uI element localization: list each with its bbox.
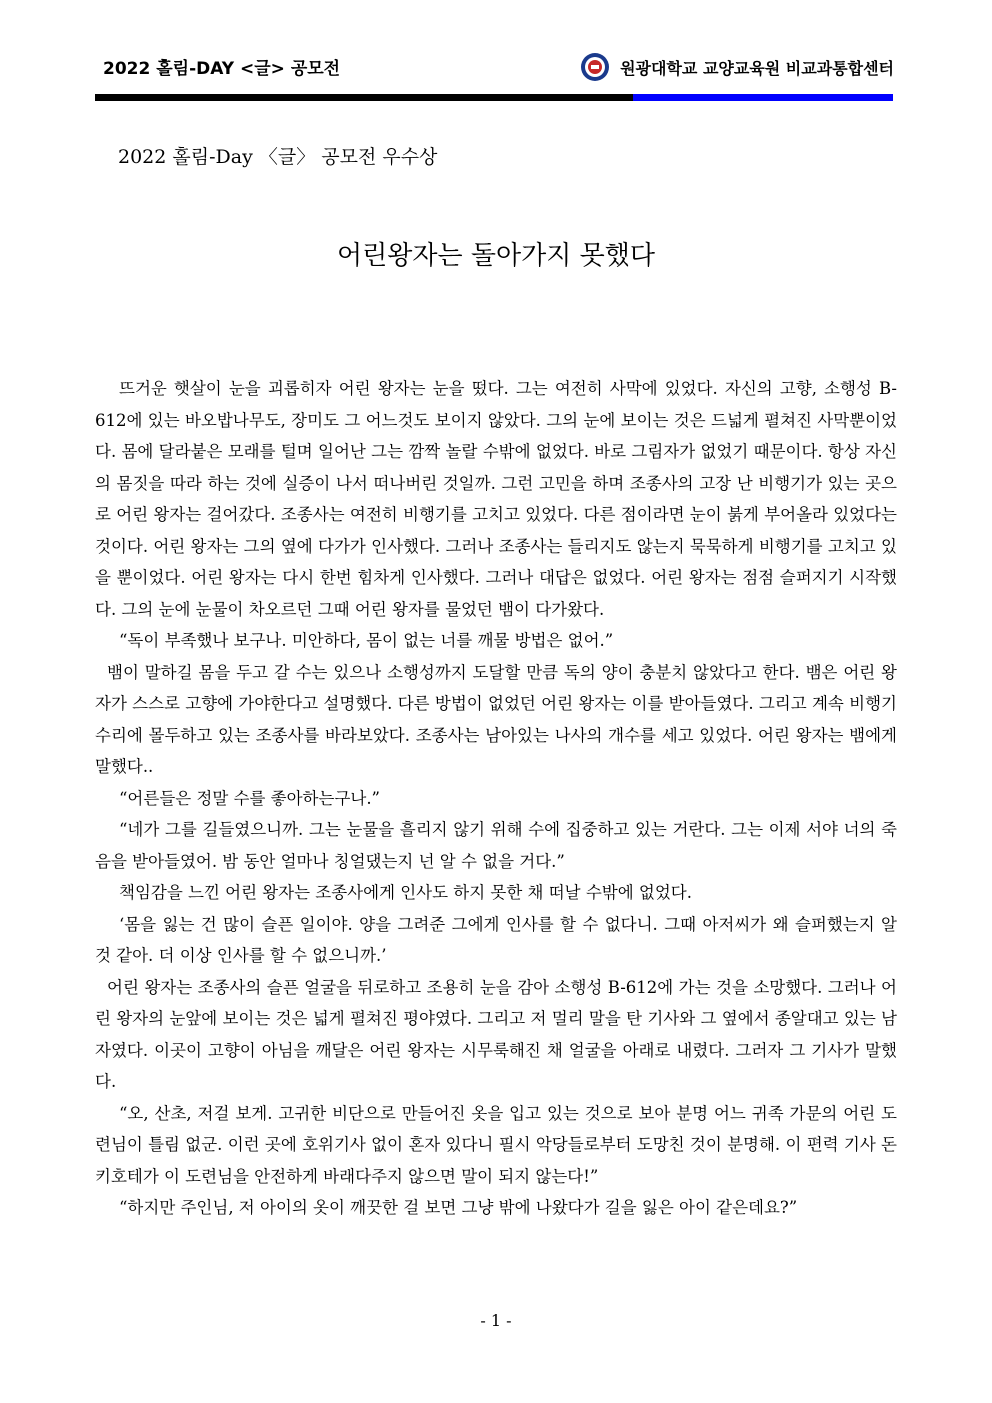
paragraph: “네가 그를 길들였으니까. 그는 눈물을 흘리지 않기 위해 수에 집중하고 있는 거란다. 그는 이제 서야 너의 죽음을 받아들였어. 밤 동안 얼마나 칭얼댔는지 넌 알 수 없을 거다.” xyxy=(95,820,897,871)
page-number: - 1 - xyxy=(480,1311,512,1330)
header-org-name: 원광대학교 교양교육원 비교과통합센터 xyxy=(620,58,894,78)
paragraph: “어른들은 정말 수를 좋아하는구나.” xyxy=(119,788,380,808)
header-org xyxy=(580,52,894,82)
document-title: 어린왕자는 돌아가지 못했다 xyxy=(337,241,655,271)
paragraph: ‘몸을 잃는 건 많이 슬픈 일이야. 양을 그려준 그에게 인사를 할 수 없다니. 그때 아저씨가 왜 슬퍼했는지 알 것 같아. 더 이상 인사를 할 수 없으니까.’ xyxy=(95,914,897,965)
header-title: 2022 홀림-DAY <글> 공모전 xyxy=(103,59,341,79)
paragraph: “독이 부족했나 보구나. 미안하다, 몸이 없는 너를 깨물 방법은 없어.” xyxy=(119,631,614,650)
award-line: 2022 홀림-Day 〈글〉 공모전 우수상 xyxy=(118,146,438,168)
paragraph: 뱀이 말하길 몸을 두고 갈 수는 있으나 소행성까지 도달할 만큼 독의 양이 충분치 않았다고 한다. 뱀은 어린 왕자가 스스로 고향에 가야한다고 설명했다. 다른 방법이 없었던 어린 왕자는 이를 받아들였다. 그리고 계속 비행기 수리에 몰두하고 있는 조종사를 바라보았다. 조종사는 남아있는 나사의 개수를 세고 있었다. 어린 왕자는 뱀에게 말했다.. xyxy=(95,662,897,776)
paragraph: “오, 산초, 저걸 보게. 고귀한 비단으로 만들어진 옷을 입고 있는 것으로 보아 분명 어느 귀족 가문의 어린 도련님이 틀림 없군. 이런 곳에 호위기사 없이 혼자 있다니 필시 악당들로부터 도망친 것이 분명해. 이 편력 기사 돈키호테가 이 도련님을 안전하게 바래다주지 않으면 말이 되지 않는다!” xyxy=(95,1103,897,1186)
paragraph: 책임감을 느낀 어린 왕자는 조종사에게 인사도 하지 못한 채 떠날 수밖에 없었다. xyxy=(119,883,692,902)
paragraph: 어린 왕자는 조종사의 슬픈 얼굴을 뒤로하고 조용히 눈을 감아 소행성 B-612에 가는 것을 소망했다. 그러나 어린 왕자의 눈앞에 보이는 것은 넓게 펼쳐진 평야였다. 그리고 저 멀리 말을 탄 기사와 그 옆에서 종알대고 있는 남자였다. 이곳이 고향이 아님을 깨달은 어린 왕자는 시무룩해진 채 얼굴을 아래로 내렸다. 그러자 그 기사가 말했다. xyxy=(95,977,897,1091)
paragraph: “하지만 주인님, 저 아이의 옷이 깨끗한 걸 보면 그냥 밖에 나왔다가 길을 잃은 아이 같은데요?” xyxy=(119,1198,798,1217)
paragraph: 뜨거운 햇살이 눈을 괴롭히자 어린 왕자는 눈을 떴다. 그는 여전히 사막에 있었다. 자신의 고향, 소행성 B-612에 있는 바오밥나무도, 장미도 그 어느것도 보이지 않았다. 그의 눈에 보이는 것은 드넓게 펼쳐진 사막뿐이었다. 몸에 달라붙은 모래를 털며 일어난 그는 깜짝 놀랄 수밖에 없었다. 바로 그림자가 없었기 때문이다. 항상 자신의 몸짓을 따라 하는 것에 실증이 나서 떠나버린 것일까. 그런 고민을 하며 조종사의 고장 난 비행기가 있는 곳으로 어린 왕자는 걸어갔다. 조종사는 여전히 비행기를 고치고 있었다. 다른 점이라면 눈이 붉게 부어올라 있었다는 것이다. 어린 왕자는 그의 옆에 다가가 인사했다. 그러나 조종사는 들리지도 않는지 묵묵하게 비행기를 고치고 있을 뿐이었다. 어린 왕자는 다시 한번 힘차게 인사했다. 그러나 대답은 없었다. 어린 왕자는 점점 슬퍼지기 시작했다. 그의 눈에 눈물이 차오르던 그때 어린 왕자를 물었던 뱀이 다가왔다. xyxy=(95,379,897,619)
header-rule-blue xyxy=(633,94,893,101)
header-rule-black xyxy=(95,94,633,101)
university-seal-icon xyxy=(580,52,610,82)
story-body xyxy=(95,373,897,1224)
